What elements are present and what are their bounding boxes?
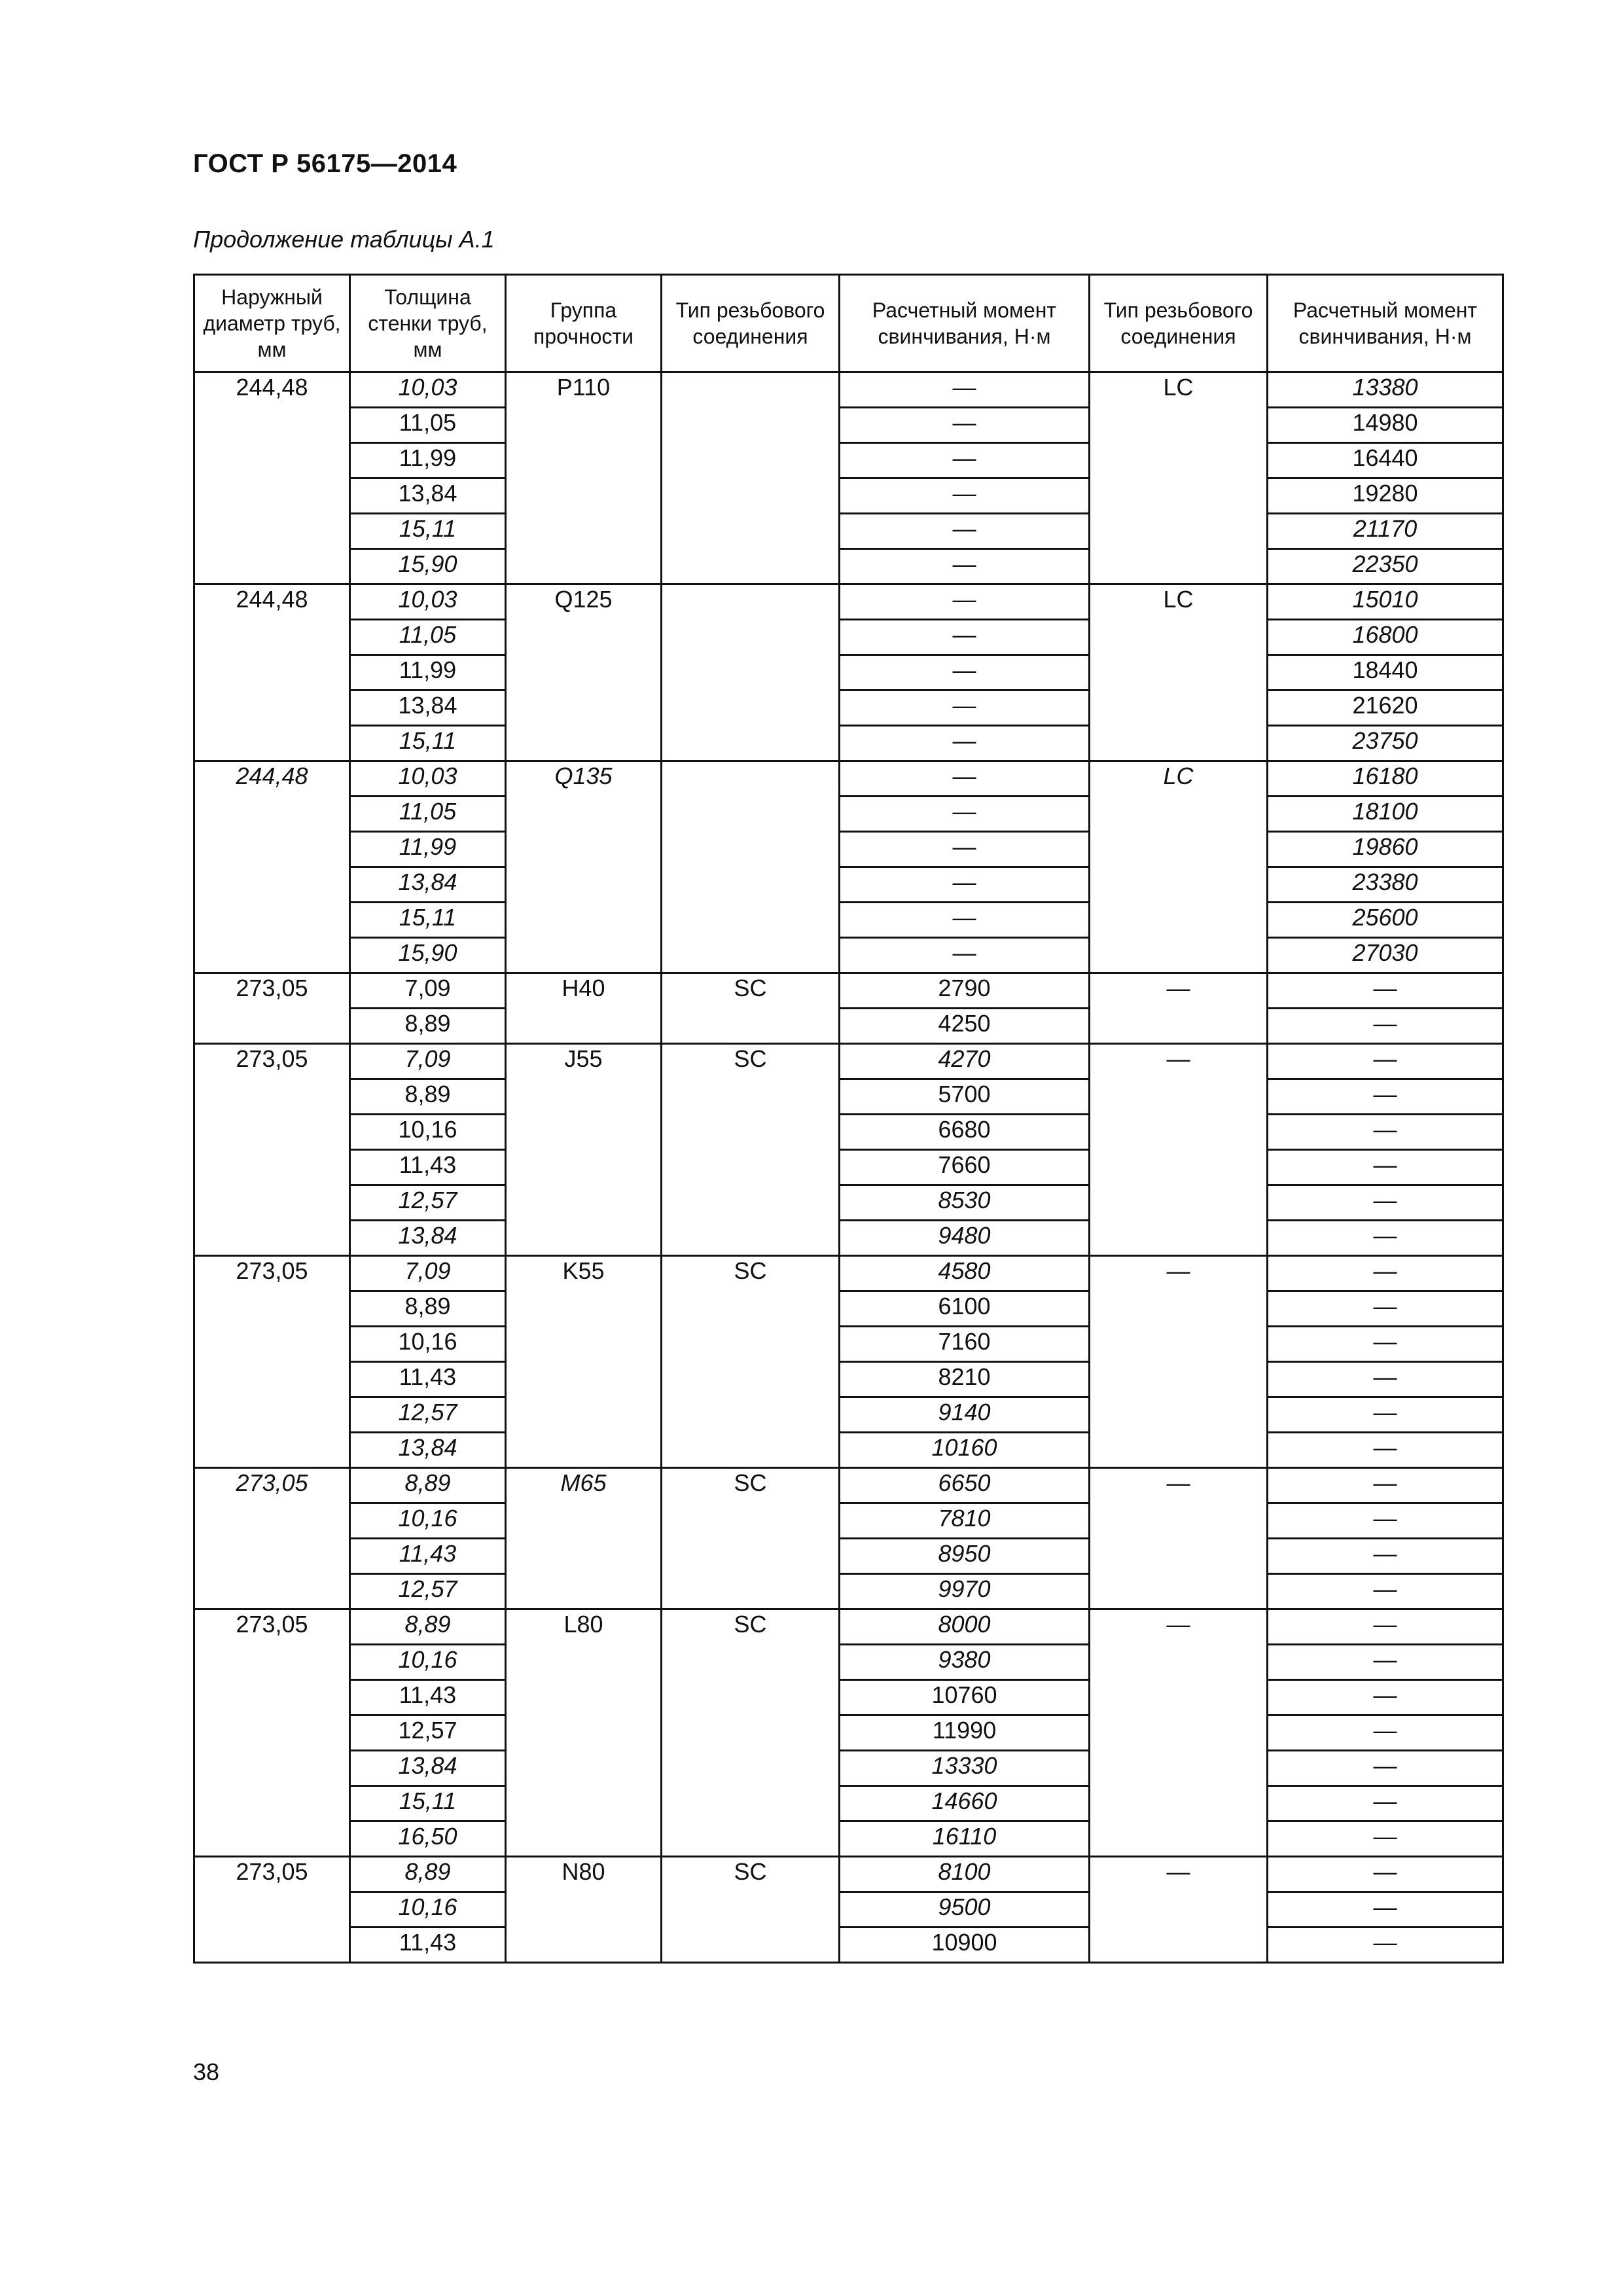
cell-torque-1: 5700 <box>840 1079 1090 1115</box>
cell-torque-2: 27030 <box>1268 938 1503 973</box>
cell-thread-type-1: SC <box>662 1044 840 1256</box>
cell-wall-thickness: 12,57 <box>350 1715 506 1751</box>
table-row <box>194 620 1503 655</box>
cell-torque-2: — <box>1268 1928 1503 1963</box>
cell-wall-thickness: 11,43 <box>350 1362 506 1397</box>
col-header-thread-type-2: Тип резьбового соединения <box>1090 275 1268 372</box>
cell-torque-1: — <box>840 938 1090 973</box>
cell-torque-2: — <box>1268 1539 1503 1574</box>
table-row <box>194 408 1503 443</box>
cell-torque-1: 6100 <box>840 1291 1090 1327</box>
cell-outer-diameter: 273,05 <box>194 1857 350 1963</box>
cell-wall-thickness: 8,89 <box>350 1468 506 1503</box>
cell-torque-1: 9140 <box>840 1397 1090 1433</box>
cell-strength-group: L80 <box>506 1609 662 1857</box>
table-row <box>194 1574 1503 1609</box>
cell-torque-2: — <box>1268 1468 1503 1503</box>
cell-torque-2: — <box>1268 1362 1503 1397</box>
table-row <box>194 1892 1503 1928</box>
cell-torque-2: 18440 <box>1268 655 1503 691</box>
cell-torque-1: 11990 <box>840 1715 1090 1751</box>
col-header-strength-group: Группа прочности <box>506 275 662 372</box>
cell-torque-2: — <box>1268 1185 1503 1221</box>
cell-torque-2: — <box>1268 1751 1503 1786</box>
cell-torque-1: — <box>840 620 1090 655</box>
cell-thread-type-1: SC <box>662 1256 840 1468</box>
cell-wall-thickness: 7,09 <box>350 973 506 1009</box>
col-header-wall-thickness: Толщина стенки труб, мм <box>350 275 506 372</box>
cell-torque-2: — <box>1268 1327 1503 1362</box>
cell-wall-thickness: 11,99 <box>350 443 506 478</box>
cell-torque-1: 2790 <box>840 973 1090 1009</box>
cell-outer-diameter: 244,48 <box>194 761 350 973</box>
cell-torque-2: — <box>1268 1433 1503 1468</box>
cell-wall-thickness: 12,57 <box>350 1397 506 1433</box>
table-row <box>194 903 1503 938</box>
table-row <box>194 797 1503 832</box>
table-row <box>194 1327 1503 1362</box>
cell-wall-thickness: 11,43 <box>350 1928 506 1963</box>
cell-wall-thickness: 13,84 <box>350 1221 506 1256</box>
cell-torque-1: 9970 <box>840 1574 1090 1609</box>
cell-wall-thickness: 11,05 <box>350 620 506 655</box>
table-row <box>194 1680 1503 1715</box>
cell-torque-2: — <box>1268 1715 1503 1751</box>
cell-wall-thickness: 10,03 <box>350 761 506 797</box>
cell-torque-1: — <box>840 549 1090 584</box>
cell-wall-thickness: 8,89 <box>350 1079 506 1115</box>
cell-torque-2: 16180 <box>1268 761 1503 797</box>
cell-wall-thickness: 11,43 <box>350 1150 506 1185</box>
data-table <box>193 274 1504 1964</box>
cell-wall-thickness: 15,11 <box>350 1786 506 1821</box>
table-row <box>194 1645 1503 1680</box>
cell-torque-1: 10760 <box>840 1680 1090 1715</box>
cell-torque-1: 8950 <box>840 1539 1090 1574</box>
cell-torque-1: 14660 <box>840 1786 1090 1821</box>
cell-thread-type-2: — <box>1090 1468 1268 1609</box>
table-row <box>194 1857 1503 1892</box>
cell-torque-2: — <box>1268 1079 1503 1115</box>
cell-thread-type-2: LC <box>1090 584 1268 761</box>
cell-torque-1: 13330 <box>840 1751 1090 1786</box>
cell-torque-2: — <box>1268 1044 1503 1079</box>
cell-wall-thickness: 11,99 <box>350 655 506 691</box>
cell-torque-2: 16800 <box>1268 620 1503 655</box>
cell-torque-2: — <box>1268 1786 1503 1821</box>
cell-torque-1: — <box>840 797 1090 832</box>
table-body <box>194 372 1503 1963</box>
cell-torque-1: — <box>840 832 1090 867</box>
cell-wall-thickness: 10,16 <box>350 1645 506 1680</box>
cell-wall-thickness: 15,90 <box>350 549 506 584</box>
cell-torque-2: 23750 <box>1268 726 1503 761</box>
cell-strength-group: N80 <box>506 1857 662 1963</box>
document-header: ГОСТ Р 56175—2014 <box>193 149 457 178</box>
col-header-torque-1: Расчетный момент свинчивания, Н·м <box>840 275 1090 372</box>
cell-wall-thickness: 10,16 <box>350 1892 506 1928</box>
cell-torque-2: 23380 <box>1268 867 1503 903</box>
table-row <box>194 691 1503 726</box>
cell-wall-thickness: 13,84 <box>350 691 506 726</box>
cell-thread-type-1: SC <box>662 973 840 1044</box>
cell-thread-type-2: LC <box>1090 761 1268 973</box>
cell-torque-2: — <box>1268 1892 1503 1928</box>
cell-outer-diameter: 244,48 <box>194 584 350 761</box>
table-row <box>194 549 1503 584</box>
cell-wall-thickness: 15,11 <box>350 514 506 549</box>
cell-torque-1: — <box>840 726 1090 761</box>
table-row <box>194 1821 1503 1857</box>
cell-torque-2: — <box>1268 1115 1503 1150</box>
cell-wall-thickness: 13,84 <box>350 867 506 903</box>
cell-wall-thickness: 13,84 <box>350 1751 506 1786</box>
cell-torque-1: — <box>840 372 1090 408</box>
cell-wall-thickness: 15,90 <box>350 938 506 973</box>
cell-wall-thickness: 15,11 <box>350 903 506 938</box>
cell-torque-1: — <box>840 478 1090 514</box>
cell-torque-2: — <box>1268 1221 1503 1256</box>
cell-torque-1: 6650 <box>840 1468 1090 1503</box>
cell-torque-2: 13380 <box>1268 372 1503 408</box>
cell-thread-type-2: LC <box>1090 372 1268 584</box>
cell-outer-diameter: 273,05 <box>194 1468 350 1609</box>
cell-torque-2: — <box>1268 1680 1503 1715</box>
cell-torque-2: 16440 <box>1268 443 1503 478</box>
cell-outer-diameter: 273,05 <box>194 1609 350 1857</box>
cell-thread-type-1: SC <box>662 1609 840 1857</box>
cell-torque-1: 6680 <box>840 1115 1090 1150</box>
cell-wall-thickness: 11,99 <box>350 832 506 867</box>
cell-torque-1: — <box>840 691 1090 726</box>
cell-torque-1: 10160 <box>840 1433 1090 1468</box>
table-row <box>194 1468 1503 1503</box>
cell-wall-thickness: 10,16 <box>350 1327 506 1362</box>
table-row <box>194 1362 1503 1397</box>
cell-outer-diameter: 273,05 <box>194 973 350 1044</box>
cell-torque-1: — <box>840 514 1090 549</box>
cell-thread-type-2: — <box>1090 1857 1268 1963</box>
cell-thread-type-2: — <box>1090 973 1268 1044</box>
table-row <box>194 1009 1503 1044</box>
header-row <box>194 275 1503 372</box>
cell-thread-type-1 <box>662 372 840 584</box>
cell-torque-1: — <box>840 408 1090 443</box>
table-row <box>194 938 1503 973</box>
cell-torque-1: 7160 <box>840 1327 1090 1362</box>
cell-torque-1: 4580 <box>840 1256 1090 1291</box>
cell-strength-group: Q135 <box>506 761 662 973</box>
cell-wall-thickness: 13,84 <box>350 478 506 514</box>
cell-wall-thickness: 12,57 <box>350 1185 506 1221</box>
cell-outer-diameter: 273,05 <box>194 1044 350 1256</box>
table-caption: Продолжение таблицы А.1 <box>193 226 495 253</box>
table-row <box>194 1539 1503 1574</box>
cell-torque-2: 19860 <box>1268 832 1503 867</box>
cell-torque-2: 21620 <box>1268 691 1503 726</box>
cell-wall-thickness: 10,16 <box>350 1503 506 1539</box>
cell-torque-1: 7810 <box>840 1503 1090 1539</box>
cell-wall-thickness: 8,89 <box>350 1009 506 1044</box>
cell-torque-1: 8210 <box>840 1362 1090 1397</box>
cell-torque-2: — <box>1268 1503 1503 1539</box>
table-row <box>194 1503 1503 1539</box>
cell-torque-1: 4250 <box>840 1009 1090 1044</box>
cell-torque-1: 9480 <box>840 1221 1090 1256</box>
table-row <box>194 1928 1503 1963</box>
cell-torque-1: 8530 <box>840 1185 1090 1221</box>
col-header-outer-diameter: Наружный диаметр труб, мм <box>194 275 350 372</box>
cell-torque-1: — <box>840 655 1090 691</box>
cell-torque-1: 8000 <box>840 1609 1090 1645</box>
table-row <box>194 726 1503 761</box>
cell-strength-group: H40 <box>506 973 662 1044</box>
table-row <box>194 973 1503 1009</box>
cell-thread-type-2: — <box>1090 1609 1268 1857</box>
table-row <box>194 372 1503 408</box>
cell-torque-2: 18100 <box>1268 797 1503 832</box>
table-row <box>194 1433 1503 1468</box>
cell-wall-thickness: 12,57 <box>350 1574 506 1609</box>
table-row <box>194 832 1503 867</box>
cell-torque-2: — <box>1268 1397 1503 1433</box>
cell-torque-1: — <box>840 867 1090 903</box>
table-row <box>194 1256 1503 1291</box>
table-row <box>194 1044 1503 1079</box>
cell-torque-2: — <box>1268 1821 1503 1857</box>
cell-torque-1: 8100 <box>840 1857 1090 1892</box>
cell-strength-group: K55 <box>506 1256 662 1468</box>
table-row <box>194 1185 1503 1221</box>
page-number: 38 <box>193 2058 220 2085</box>
cell-torque-2: — <box>1268 1009 1503 1044</box>
table-row <box>194 1291 1503 1327</box>
cell-torque-1: — <box>840 903 1090 938</box>
cell-wall-thickness: 11,05 <box>350 797 506 832</box>
cell-strength-group: Q125 <box>506 584 662 761</box>
table-row <box>194 1786 1503 1821</box>
cell-wall-thickness: 7,09 <box>350 1256 506 1291</box>
table-row <box>194 478 1503 514</box>
cell-torque-1: — <box>840 584 1090 620</box>
cell-torque-2: — <box>1268 1150 1503 1185</box>
cell-wall-thickness: 10,03 <box>350 584 506 620</box>
cell-torque-2: — <box>1268 1256 1503 1291</box>
cell-torque-2: — <box>1268 1857 1503 1892</box>
cell-torque-1: — <box>840 443 1090 478</box>
cell-wall-thickness: 10,03 <box>350 372 506 408</box>
cell-strength-group: M65 <box>506 1468 662 1609</box>
cell-torque-2: — <box>1268 1645 1503 1680</box>
cell-thread-type-1 <box>662 584 840 761</box>
table-row <box>194 655 1503 691</box>
cell-torque-2: — <box>1268 1574 1503 1609</box>
cell-wall-thickness: 8,89 <box>350 1291 506 1327</box>
col-header-torque-2: Расчетный момент свинчивания, Н·м <box>1268 275 1503 372</box>
table-row <box>194 443 1503 478</box>
cell-torque-2: 15010 <box>1268 584 1503 620</box>
cell-thread-type-1 <box>662 761 840 973</box>
cell-thread-type-1: SC <box>662 1468 840 1609</box>
cell-torque-2: 22350 <box>1268 549 1503 584</box>
table-row <box>194 1150 1503 1185</box>
table-row <box>194 1609 1503 1645</box>
cell-outer-diameter: 244,48 <box>194 372 350 584</box>
table-row <box>194 1079 1503 1115</box>
table-row <box>194 1397 1503 1433</box>
cell-torque-2: 25600 <box>1268 903 1503 938</box>
table-row <box>194 1221 1503 1256</box>
cell-wall-thickness: 15,11 <box>350 726 506 761</box>
cell-torque-1: 10900 <box>840 1928 1090 1963</box>
cell-strength-group: P110 <box>506 372 662 584</box>
cell-wall-thickness: 11,43 <box>350 1539 506 1574</box>
cell-torque-2: — <box>1268 1291 1503 1327</box>
cell-wall-thickness: 11,43 <box>350 1680 506 1715</box>
cell-wall-thickness: 13,84 <box>350 1433 506 1468</box>
cell-torque-1: 9500 <box>840 1892 1090 1928</box>
cell-thread-type-2: — <box>1090 1256 1268 1468</box>
cell-torque-1: 7660 <box>840 1150 1090 1185</box>
table-row <box>194 761 1503 797</box>
table-row <box>194 1115 1503 1150</box>
table-row <box>194 584 1503 620</box>
table-row <box>194 1715 1503 1751</box>
cell-outer-diameter: 273,05 <box>194 1256 350 1468</box>
table-row <box>194 514 1503 549</box>
cell-thread-type-1: SC <box>662 1857 840 1963</box>
cell-wall-thickness: 11,05 <box>350 408 506 443</box>
cell-torque-1: 9380 <box>840 1645 1090 1680</box>
cell-torque-2: — <box>1268 1609 1503 1645</box>
cell-torque-1: 4270 <box>840 1044 1090 1079</box>
table-row <box>194 1751 1503 1786</box>
cell-strength-group: J55 <box>506 1044 662 1256</box>
cell-wall-thickness: 7,09 <box>350 1044 506 1079</box>
cell-wall-thickness: 8,89 <box>350 1857 506 1892</box>
cell-torque-2: 14980 <box>1268 408 1503 443</box>
table-row <box>194 867 1503 903</box>
cell-wall-thickness: 10,16 <box>350 1115 506 1150</box>
cell-torque-2: 19280 <box>1268 478 1503 514</box>
cell-thread-type-2: — <box>1090 1044 1268 1256</box>
cell-torque-1: — <box>840 761 1090 797</box>
cell-torque-2: — <box>1268 973 1503 1009</box>
col-header-thread-type-1: Тип резьбового соединения <box>662 275 840 372</box>
cell-torque-2: 21170 <box>1268 514 1503 549</box>
cell-torque-1: 16110 <box>840 1821 1090 1857</box>
cell-wall-thickness: 8,89 <box>350 1609 506 1645</box>
cell-wall-thickness: 16,50 <box>350 1821 506 1857</box>
